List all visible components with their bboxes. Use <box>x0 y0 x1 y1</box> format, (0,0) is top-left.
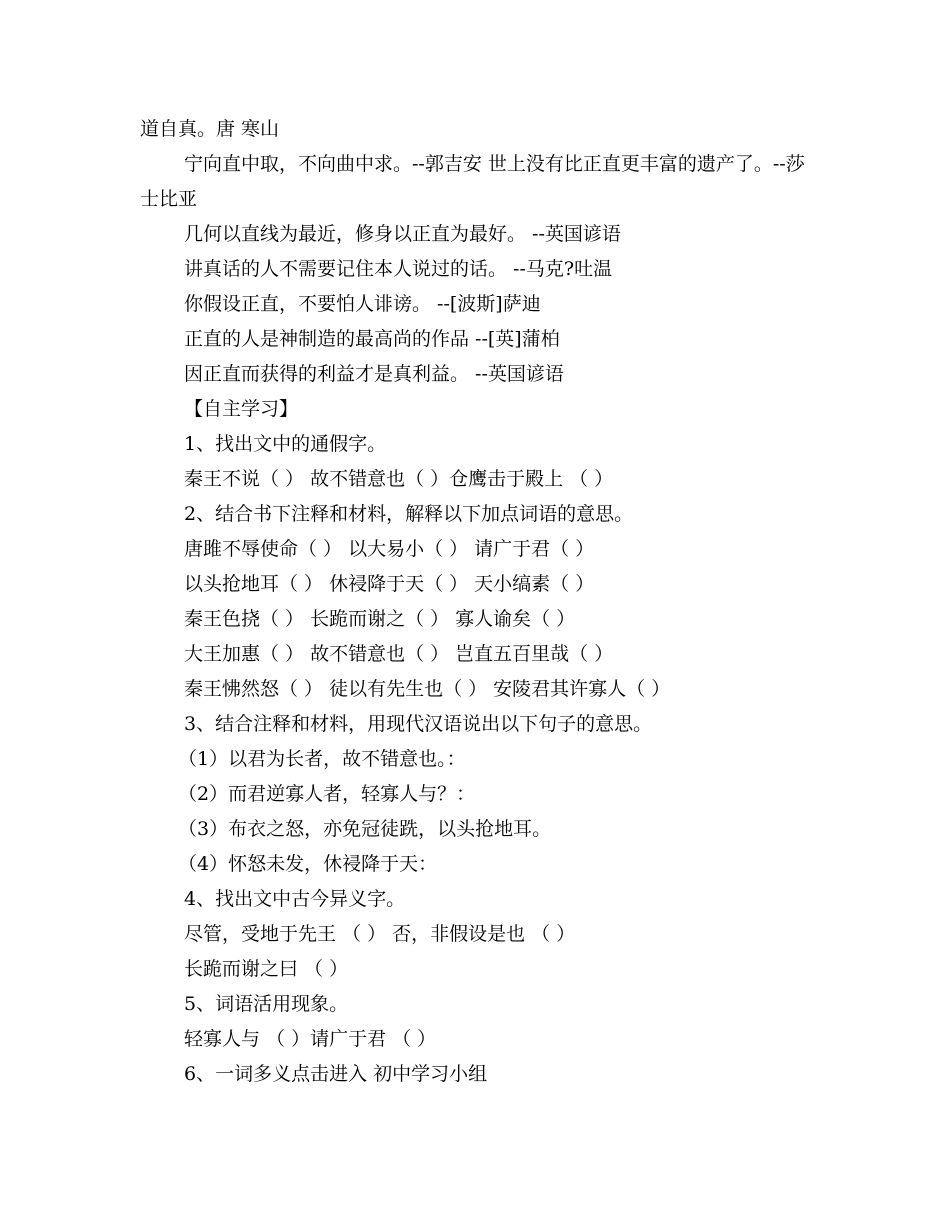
exercise-line: 以头抢地耳（ ） 休祲降于天（ ） 天小缟素（ ） <box>184 573 595 595</box>
exercise-line: 秦王色挠（ ） 长跪而谢之（ ） 寡人谕矣（ ） <box>184 608 576 630</box>
quote-line: 几何以直线为最近，修身以正直为最好。 --英国谚语 <box>184 223 621 245</box>
exercise-line: （2）而君逆寡人者，轻寡人与？： <box>178 783 476 805</box>
exercise-line: 秦王不说（ ） 故不错意也（ ）仓鹰击于殿上 （ ） <box>184 468 614 490</box>
question-heading: 2、结合书下注释和材料，解释以下加点词语的意思。 <box>184 503 634 525</box>
exercise-line: 长跪而谢之曰 （ ） <box>184 958 349 980</box>
exercise-line: （4）怀怒未发，休祲降于天： <box>178 853 438 875</box>
exercise-line: 大王加惠（ ） 故不错意也（ ） 岂直五百里哉（ ） <box>184 643 614 665</box>
section-heading: 【自主学习】 <box>184 398 299 420</box>
text-line: 道自真。唐 寒山 <box>140 118 280 140</box>
exercise-line: （3）布衣之怒，亦免冠徒跣，以头抢地耳。 <box>178 818 552 840</box>
exercise-line: 秦王怫然怒（ ） 徒以有先生也（ ） 安陵君其许寡人（ ） <box>184 678 671 700</box>
question-heading: 5、词语活用现象。 <box>184 993 349 1015</box>
document-body <box>140 112 820 1092</box>
exercise-line: 唐雎不辱使命（ ） 以大易小（ ） 请广于君（ ） <box>184 538 595 560</box>
question-heading: 1、找出文中的通假字。 <box>184 433 387 455</box>
exercise-line: 尽管，受地于先王 （ ） 否，非假设是也 （ ） <box>184 923 576 945</box>
quote-line: 正直的人是神制造的最高尚的作品 --[英]蒲柏 <box>184 328 560 350</box>
question-heading: 6、一词多义点击进入 初中学习小组 <box>184 1063 488 1085</box>
exercise-line: 轻寡人与 （ ）请广于君 （ ） <box>184 1028 437 1050</box>
quote-line: 因正直而获得的利益才是真利益。 --英国谚语 <box>184 363 564 385</box>
question-heading: 3、结合注释和材料，用现代汉语说出以下句子的意思。 <box>184 713 653 735</box>
question-heading: 4、找出文中古今异义字。 <box>184 888 406 910</box>
exercise-line: （1）以君为长者，故不错意也。： <box>178 748 466 770</box>
text-paragraph: 宁向直中取，不向曲中求。--郭吉安 世上没有比正直更丰富的遗产了。--莎士比亚 <box>140 153 805 210</box>
quote-line: 你假设正直，不要怕人诽谤。 --[波斯]萨迪 <box>184 293 541 315</box>
quote-line: 讲真话的人不需要记住本人说过的话。 --马克?吐温 <box>184 258 613 280</box>
